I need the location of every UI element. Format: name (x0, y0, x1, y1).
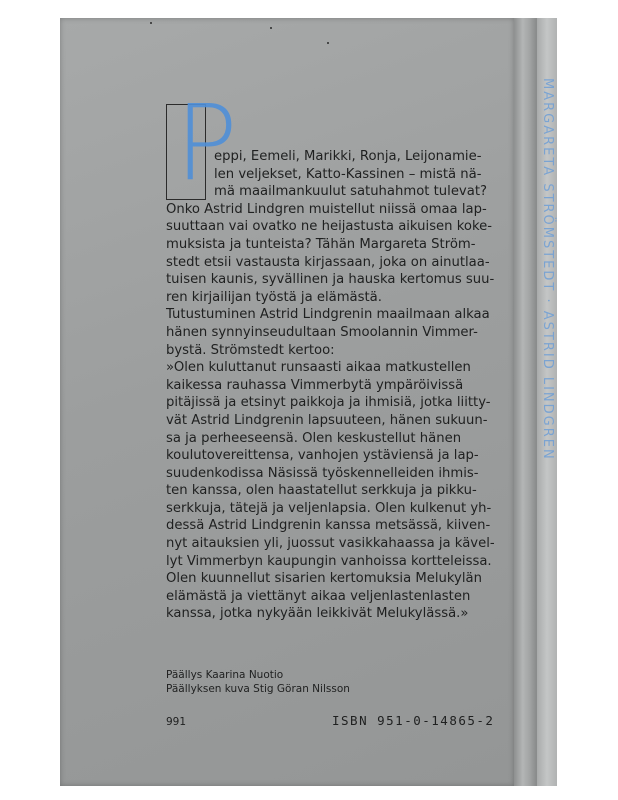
book-spine (536, 18, 557, 786)
blurb-line: ren kirjailijan työstä ja elämästä. (166, 289, 382, 305)
blurb-text (166, 148, 500, 623)
blurb-line: tuisen kaunis, syvällinen ja hauska kertomus suu- (166, 272, 495, 288)
blurb-line: suudenkodissa Näsissä työskennelleiden ihmis- (166, 465, 479, 481)
cover-speck (270, 27, 272, 29)
cover-hinge (514, 18, 536, 786)
blurb-line: hänen synnyinseudultaan Smoolannin Vimmer- (166, 324, 478, 340)
blurb-line: lyt Vimmerbyn kaupungin vanhoissa kortteleissa. (166, 553, 492, 569)
isbn: ISBN 951-0-14865-2 (332, 713, 495, 728)
blurb-line: stedt etsii vastausta kirjassaan, joka on ainutlaa- (166, 254, 490, 270)
cover-credit: Päällys Kaarina Nuotio (166, 669, 284, 681)
blurb-line: bystä. Strömstedt kertoo: (166, 342, 335, 358)
blurb-line: mä maailmankuulut satuhahmot tulevat? (214, 184, 487, 200)
cover-speck (150, 22, 152, 24)
blurb-line: Tutustuminen Astrid Lindgrenin maailmaan alkaa (166, 307, 490, 323)
blurb-line: nyt aitauksien yli, juossut vasikkahaassa ja kävel- (166, 536, 495, 552)
spine-title: MARGARETA STRÖMSTEDT · ASTRID LINDGREN (540, 78, 555, 461)
blurb-line: Onko Astrid Lindgren muistellut niissä omaa lap- (166, 201, 487, 217)
blurb-line: sa ja perheeseensä. Olen keskustellut hänen (166, 430, 462, 446)
blurb-line: elämästä ja viettänyt aikaa veljenlastenlasten (166, 588, 471, 604)
blurb-line: koulutovereittensa, vanhojen ystäviensä ja lap- (166, 448, 479, 464)
drop-cap-letter: P (175, 82, 238, 204)
blurb-line: dessä Astrid Lindgrenin kanssa metsässä, kiiven- (166, 518, 491, 534)
blurb-line: vät Astrid Lindgrenin lapsuuteen, hänen sukuun- (166, 412, 488, 428)
blurb-line: ten kanssa, olen haastatellut serkkuja ja pikku- (166, 483, 477, 499)
blurb-line: serkkuja, tätejä ja veljenlapsia. Olen kulkenut yh- (166, 500, 492, 516)
blurb-line: Olen kuunnellut sisarien kertomuksia Melukylän (166, 571, 482, 587)
blurb-line: len veljekset, Katto-Kassinen – mistä nä- (214, 166, 482, 182)
product-code: 991 (166, 716, 187, 728)
blurb-line: kanssa, jotka nykyään leikkivät Melukylässä.» (166, 606, 469, 622)
blurb-line: suuttaan vai ovatko ne heijastusta aikuisen koke- (166, 219, 492, 235)
cover-speck (327, 42, 329, 44)
blurb-line: »Olen kuluttanut runsaasti aikaa matkustellen (166, 360, 471, 376)
credits (166, 668, 350, 696)
cover-photo-credit: Päällyksen kuva Stig Göran Nilsson (166, 683, 350, 695)
blurb-line: pitäjissä ja etsinyt paikkoja ja ihmisiä, jotka liitty- (166, 395, 491, 411)
blurb-line: kaikessa rauhassa Vimmerbytä ympäröivissä (166, 377, 464, 393)
blurb-line: eppi, Eemeli, Marikki, Ronja, Leijonamie- (214, 149, 482, 164)
blurb-line: muksista ja tunteista? Tähän Margareta Ström- (166, 236, 476, 252)
